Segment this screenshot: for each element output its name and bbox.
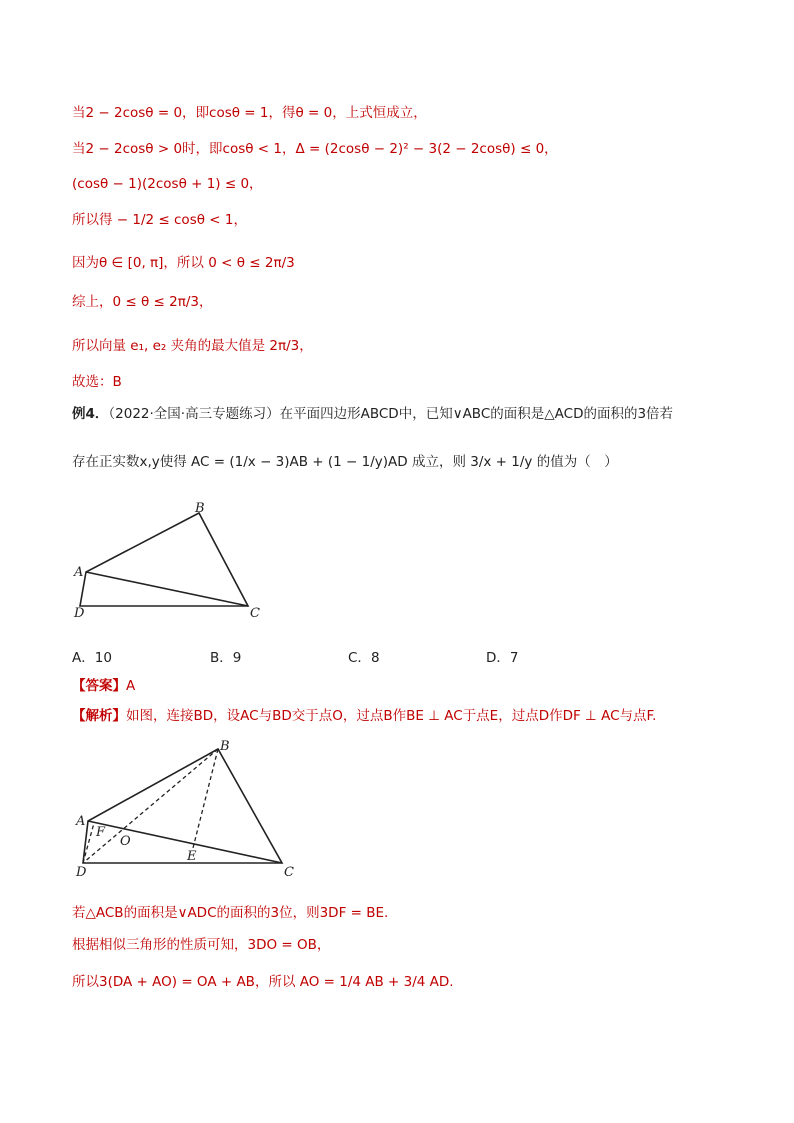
analysis-text: 如图，连接BD，设AC与BD交于点O，过点B作BE ⊥ AC于点E，过点D作DF ⊥ AC与点F. bbox=[126, 708, 657, 724]
option-a[interactable]: A．10 bbox=[72, 650, 112, 666]
analysis-tag: 【解析】 bbox=[72, 708, 126, 724]
perpendicular-be-dashed bbox=[193, 749, 218, 848]
label-b: B bbox=[220, 739, 230, 754]
analysis-line bbox=[72, 706, 656, 726]
example-source: （2022·全国·高三专题练习） bbox=[108, 406, 280, 422]
label-a: A bbox=[76, 814, 86, 829]
label-e: E bbox=[187, 849, 197, 864]
diagonal-ac bbox=[86, 572, 248, 606]
diagonal-ac bbox=[88, 821, 282, 863]
solution-line-5: 因为θ ∈ [0, π]，所以 0 < θ ≤ 2π/3 bbox=[72, 255, 295, 271]
answer-line bbox=[72, 676, 135, 696]
option-b[interactable]: B．9 bbox=[210, 650, 242, 666]
label-d: D bbox=[74, 606, 85, 621]
solution-line-2: 当2 − 2cosθ > 0时，即cosθ < 1，Δ = (2cosθ − 2)² − 3(2 − 2cosθ) ≤ 0， bbox=[72, 141, 558, 157]
answer-value: A bbox=[126, 678, 136, 694]
label-f: F bbox=[96, 825, 106, 840]
example-label: 例4． bbox=[72, 406, 109, 422]
example-line-2: 存在正实数x,y使得 AC = (1/x − 3)AB + (1 − 1/y)AD 成立，则 3/x + 1/y 的值为（ ） bbox=[72, 454, 618, 470]
example-heading bbox=[72, 404, 673, 424]
label-a: A bbox=[74, 565, 84, 580]
option-c[interactable]: C．8 bbox=[348, 650, 380, 666]
solution-line-1: 当2 − 2cosθ = 0，即cosθ = 1，得θ = 0，上式恒成立， bbox=[72, 105, 427, 121]
quadrilateral-outline bbox=[80, 513, 248, 606]
solution-line-7: 所以向量 e₁, e₂ 夹角的最大值是 2π/3， bbox=[72, 338, 313, 354]
answer-tag: 【答案】 bbox=[72, 678, 126, 694]
figure-2-construction bbox=[70, 735, 300, 885]
solution-line-6: 综上，0 ≤ θ ≤ 2π/3， bbox=[72, 294, 213, 310]
option-d[interactable]: D．7 bbox=[486, 650, 519, 666]
label-c: C bbox=[250, 606, 260, 621]
label-d: D bbox=[76, 865, 87, 880]
label-o: O bbox=[120, 834, 131, 849]
label-b: B bbox=[195, 501, 205, 516]
label-c: C bbox=[284, 865, 294, 880]
diagonal-bd-dashed bbox=[83, 749, 218, 863]
quadrilateral-outline bbox=[83, 749, 282, 863]
figure-1-quadrilateral bbox=[66, 495, 276, 625]
after-line-1: 若△ACB的面积是∨ADC的面积的3位，则3DF = BE. bbox=[72, 905, 389, 921]
answer-prev: 故选：B bbox=[72, 374, 122, 390]
solution-line-4: 所以得 − 1/2 ≤ cosθ < 1， bbox=[72, 212, 247, 228]
after-line-3: 所以3(DA + AO) = OA + AB，所以 AO = 1/4 AB + 3/4 AD. bbox=[72, 974, 454, 990]
solution-line-3: (cosθ − 1)(2cosθ + 1) ≤ 0， bbox=[72, 176, 263, 192]
after-line-2: 根据相似三角形的性质可知，3DO = OB， bbox=[72, 937, 331, 953]
example-line-1: 在平面四边形ABCD中，已知∨ABC的面积是△ACD的面积的3倍若 bbox=[279, 406, 674, 422]
